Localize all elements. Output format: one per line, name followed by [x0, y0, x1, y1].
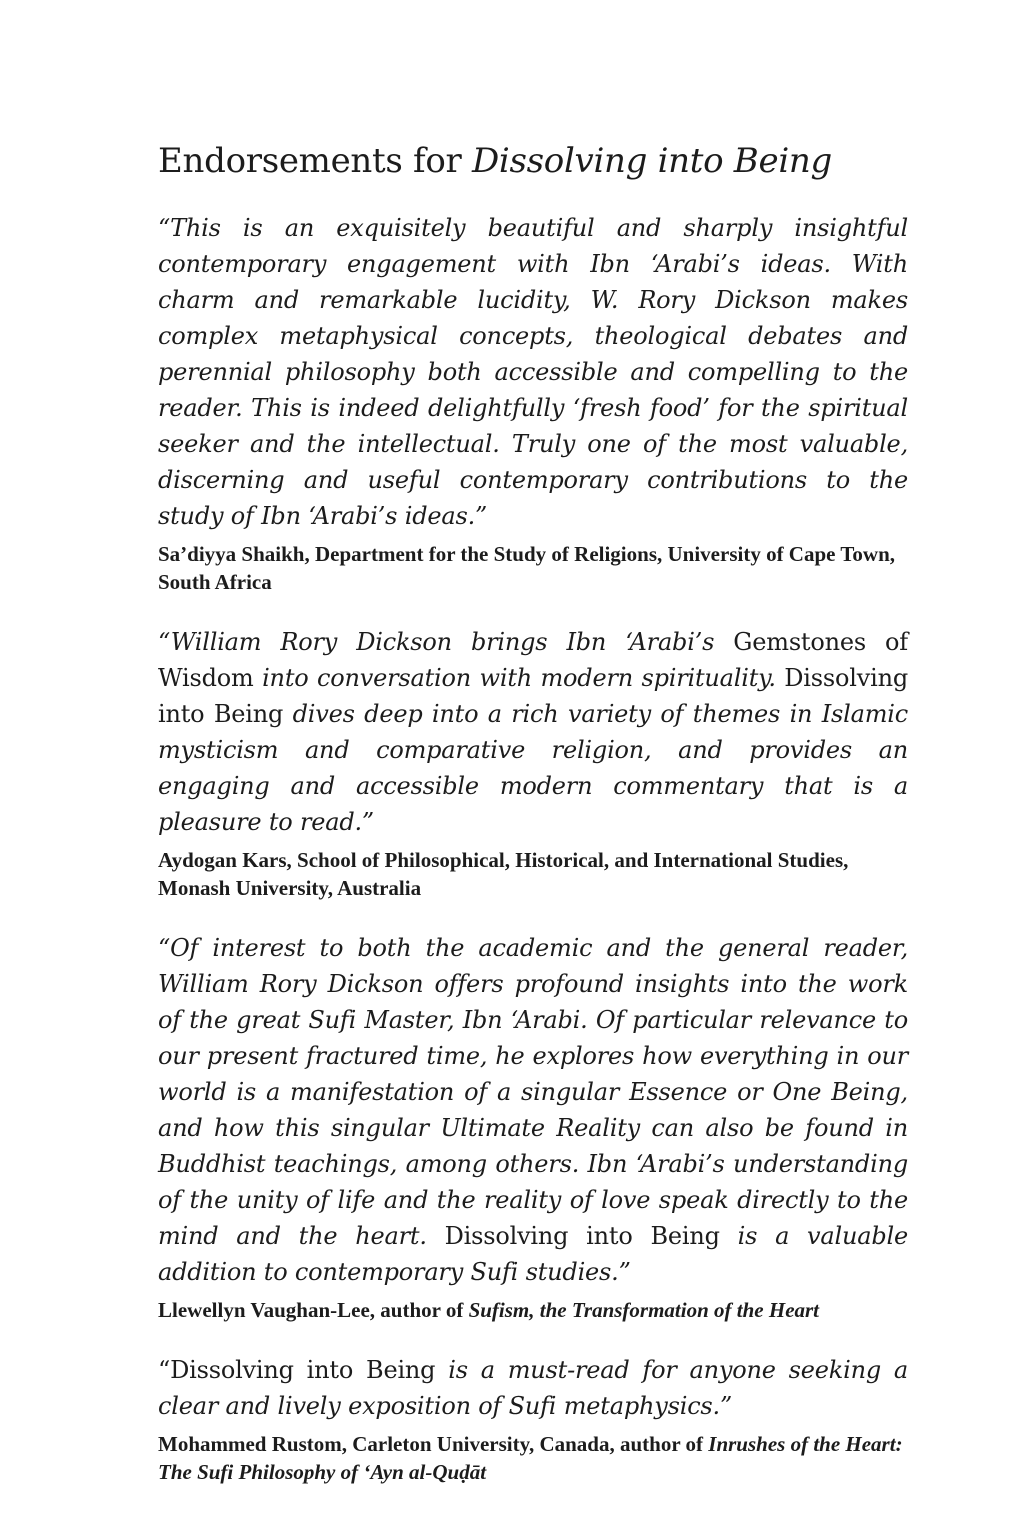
endorsement-attribution: Aydogan Kars, School of Philosophical, Historical, and International Studies, Monash University, Australia: [158, 848, 849, 900]
endorsement-attribution: [158, 1296, 908, 1324]
quote-text: “William Rory Dickson brings Ibn ‘Arabi’s: [158, 628, 734, 656]
page-title-book: Dissolving into Being: [471, 141, 832, 181]
quote-work-title: Gemstones of Wisdom: [158, 628, 908, 692]
attribution-text: Mohammed Rustom, Carleton University, Canada, author of: [158, 1432, 709, 1456]
quote-text: dives deep into a rich variety of themes in Islamic mysticism and comparative religion, and provides an engaging and accessible modern commentary that is a pleasure to read.”: [158, 700, 908, 836]
attribution-work-title: Inrushes of the Heart: The Sufi Philosophy of ‘Ayn al-Quḍāt: [158, 1432, 903, 1484]
endorsement-shaikh: [158, 210, 908, 596]
quote-text: into conversation with modern spirituality.: [253, 664, 785, 692]
quote-book-title: “Dissolving into Being: [158, 1356, 436, 1384]
endorsement-vaughan-lee: [158, 930, 908, 1324]
endorsement-attribution: [158, 1430, 908, 1486]
quote-book-title: Dissolving into Being: [158, 664, 908, 728]
attribution-work-title: Sufism, the Transformation of the Heart: [468, 1298, 820, 1322]
endorsement-kars: [158, 624, 908, 902]
page-title: [158, 138, 908, 184]
quote-text: is a valuable addition to contemporary Sufi studies.”: [158, 1222, 908, 1286]
endorsement-quote: [158, 1352, 908, 1424]
endorsement-quote: [158, 930, 908, 1290]
endorsement-attribution: Sa’diyya Shaikh, Department for the Study of Religions, University of Cape Town, South Africa: [158, 542, 896, 594]
page-title-prefix: Endorsements for: [158, 141, 472, 181]
endorsement-quote: [158, 624, 908, 840]
quote-book-title: Dissolving into Being: [444, 1222, 720, 1250]
endorsement-rustom: [158, 1352, 908, 1486]
quote-text: is a must-read for anyone seeking a clear and lively exposition of Sufi metaphysics.”: [158, 1356, 908, 1420]
endorsement-quote: “This is an exquisitely beautiful and sharply insightful contemporary engagement with Ibn ‘Arabi’s ideas. With charm and remarkable lucidity, W. Rory Dickson makes complex metaphysical concepts, theological debates and perennial philosophy both accessible and compelling to the reader. This is indeed delightfully ‘fresh food’ for the spiritual seeker and the intellectual. Truly one of the most valuable, discerning and useful contemporary contributions to the study of Ibn ‘Arabi’s ideas.”: [158, 214, 908, 530]
attribution-text: Llewellyn Vaughan-Lee, author of: [158, 1298, 469, 1322]
quote-text: “Of interest to both the academic and the general reader, William Rory Dickson offers profound insights into the work of the great Sufi Master, Ibn ‘Arabi. Of particular relevance to our present fractured time, he explores how everything in our world is a manifestation of a singular Essence or One Being, and how this singular Ultimate Reality can also be found in Buddhist teachings, among others. Ibn ‘Arabi’s understanding of the unity of life and the reality of love speak directly to the mind and the heart.: [158, 934, 908, 1250]
endorsements-page: [158, 138, 908, 1514]
